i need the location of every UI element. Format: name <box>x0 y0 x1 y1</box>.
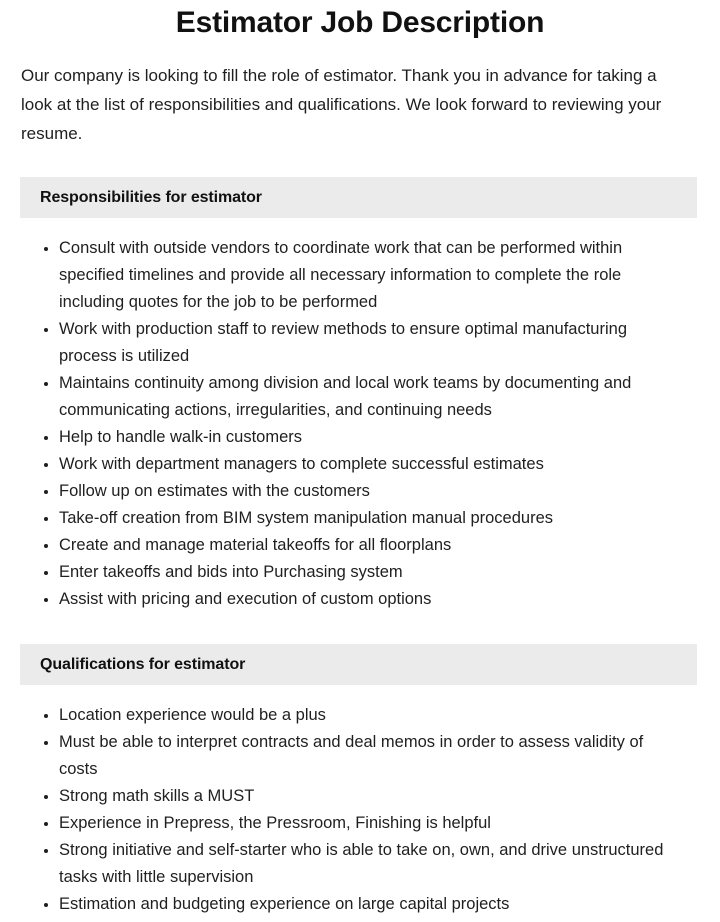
list-item: Create and manage material takeoffs for all floorplans <box>0 532 680 559</box>
section-header <box>20 177 697 218</box>
bullet-list <box>0 235 720 613</box>
section-heading: Responsibilities for estimator <box>40 188 262 206</box>
list-item: Location experience would be a plus <box>0 702 680 729</box>
list-item: Maintains continuity among division and local work teams by documenting and communicating actions, irregularities, and continuing needs <box>0 370 680 424</box>
section-heading: Qualifications for estimator <box>40 655 246 673</box>
list-item: Enter takeoffs and bids into Purchasing system <box>0 559 680 586</box>
list-item: Strong initiative and self-starter who is able to take on, own, and drive unstructured tasks with little supervision <box>0 837 680 891</box>
bullet-list <box>0 702 720 918</box>
list-item: Must be able to interpret contracts and deal memos in order to assess validity of costs <box>0 729 680 783</box>
list-item: Take-off creation from BIM system manipulation manual procedures <box>0 505 680 532</box>
sections-container <box>0 177 720 918</box>
list-item: Estimation and budgeting experience on large capital projects <box>0 891 680 918</box>
list-item: Follow up on estimates with the customers <box>0 478 680 505</box>
list-item: Strong math skills a MUST <box>0 783 680 810</box>
list-item: Work with department managers to complete successful estimates <box>0 451 680 478</box>
job-section <box>0 644 720 918</box>
list-item: Experience in Prepress, the Pressroom, Finishing is helpful <box>0 810 680 837</box>
section-header <box>20 644 697 685</box>
job-section <box>0 177 720 613</box>
list-item: Help to handle walk-in customers <box>0 424 680 451</box>
list-item: Work with production staff to review methods to ensure optimal manufacturing process is utilized <box>0 316 680 370</box>
page-title: Estimator Job Description <box>175 6 545 39</box>
intro-paragraph: Our company is looking to fill the role of estimator. Thank you in advance for taking a look at the list of responsibilities and qualifications. We look forward to reviewing your resume. <box>21 66 662 143</box>
list-item: Assist with pricing and execution of custom options <box>0 586 680 613</box>
list-item: Consult with outside vendors to coordinate work that can be performed within specified timelines and provide all necessary information to complete the role including quotes for the job to be performed <box>0 235 680 316</box>
